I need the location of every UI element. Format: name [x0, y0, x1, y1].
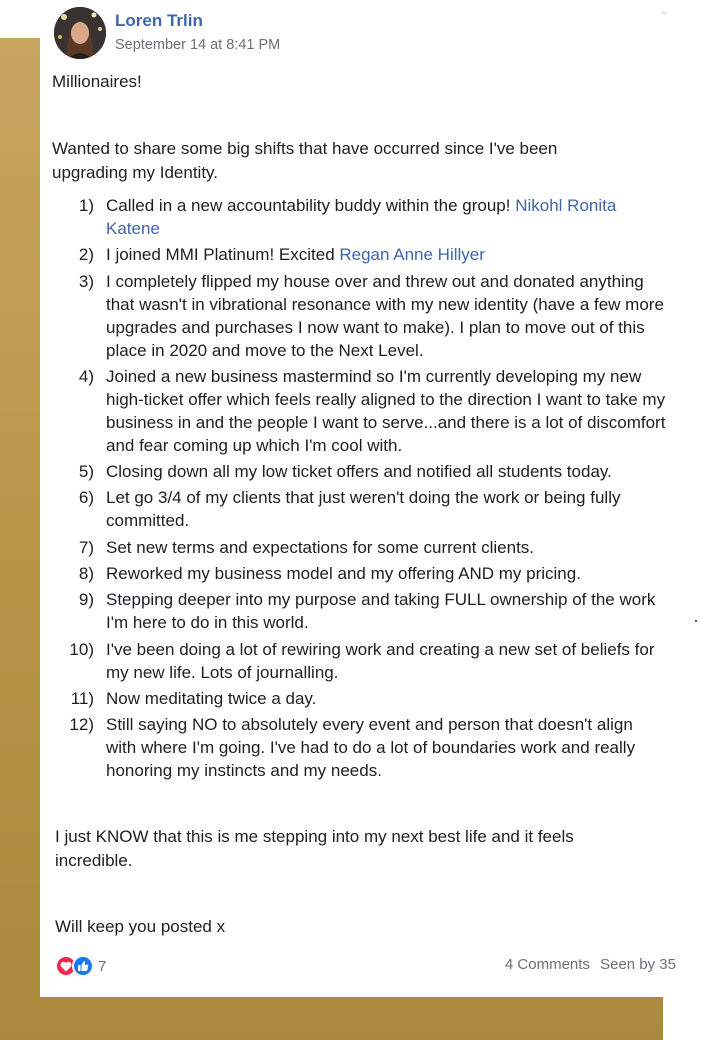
- post-stats: [505, 956, 676, 973]
- list-item: [52, 486, 692, 532]
- author-name[interactable]: Loren Trlin: [115, 11, 203, 30]
- post-intro: Wanted to share some big shifts that have occurred since I've been upgrading my Identity.: [52, 139, 558, 182]
- list-item-text: [94, 562, 666, 585]
- list-item: [52, 270, 692, 362]
- list-item-text: [94, 638, 666, 684]
- list-item: [52, 638, 692, 684]
- like-reaction-icon: [72, 955, 94, 977]
- post-card: [40, 0, 701, 997]
- reactions-summary[interactable]: [55, 955, 106, 977]
- shift-list: [52, 194, 692, 786]
- list-item-body: Still saying NO to absolutely every event and person that doesn't align with where I'm going. I've had to do a lot of boundaries work and really honoring my instincts and my needs.: [106, 715, 636, 781]
- list-item-text: [94, 460, 666, 483]
- list-item: [52, 194, 692, 240]
- post-timestamp[interactable]: September 14 at 8:41 PM: [115, 37, 281, 53]
- list-item-body: Let go 3/4 of my clients that just weren't doing the work or being fully committed.: [106, 488, 621, 531]
- list-item: [52, 536, 692, 559]
- reaction-count[interactable]: 7: [98, 957, 107, 975]
- list-item-number: 10): [69, 639, 94, 659]
- list-item-text: [94, 687, 666, 710]
- list-item-number: 2): [78, 245, 94, 265]
- list-item-number: 3): [78, 271, 94, 291]
- list-item-number: 5): [78, 462, 94, 482]
- list-item-number: 9): [78, 590, 94, 610]
- list-item-number: 4): [78, 366, 94, 386]
- list-item-body: Now meditating twice a day.: [106, 688, 317, 708]
- comments-link[interactable]: 4 Comments: [504, 956, 590, 973]
- post-options-icon[interactable]: [660, 11, 666, 17]
- post-closing: I just KNOW that this is me stepping into my next best life and it feels incredible.: [55, 827, 574, 870]
- post-greeting: Millionaires!: [52, 72, 142, 91]
- stray-dot: [695, 620, 697, 622]
- mention-link[interactable]: Nikohl Ronita Katene: [106, 196, 617, 238]
- list-item-body: Closing down all my low ticket offers and notified all students today.: [106, 462, 612, 482]
- list-item-body: Called in a new accountability buddy within the group!: [106, 196, 516, 215]
- list-item-body: I completely flipped my house over and threw out and donated anything that wasn't in vibrational resonance with my new identity (have a few more upgrades and purchases I now want to make). I plan to move out of this place in 2020 and move to the Next Level.: [106, 271, 664, 360]
- list-item-number: 7): [78, 537, 94, 557]
- avatar[interactable]: [54, 7, 106, 59]
- list-item-body: Set new terms and expectations for some current clients.: [106, 537, 535, 557]
- list-item-body: I joined MMI Platinum! Excited: [106, 245, 340, 265]
- list-item: [52, 243, 692, 266]
- seen-by-link[interactable]: Seen by 35: [600, 956, 676, 973]
- list-item-text: [94, 270, 666, 362]
- list-item-number: 8): [78, 564, 94, 584]
- list-item-text: [94, 365, 666, 457]
- list-item-number: 12): [69, 715, 94, 735]
- list-item: [52, 460, 692, 483]
- mention-link[interactable]: Regan Anne Hillyer: [339, 245, 485, 265]
- avatar-image: [54, 7, 106, 59]
- list-item-text: [94, 194, 666, 240]
- list-item-text: [94, 713, 666, 782]
- list-item-number: 1): [78, 196, 94, 215]
- list-item-body: I've been doing a lot of rewiring work and creating a new set of beliefs for my new life. Lots of journalling.: [106, 639, 655, 682]
- list-item-number: 6): [78, 488, 94, 508]
- list-item: [52, 713, 692, 782]
- list-item: [52, 588, 692, 634]
- list-item: [52, 687, 692, 710]
- post-signoff: Will keep you posted x: [55, 917, 226, 936]
- list-item: [52, 365, 692, 457]
- list-item-text: [94, 486, 666, 532]
- list-item-text: [94, 536, 666, 559]
- list-item-body: Stepping deeper into my purpose and taking FULL ownership of the work I'm here to do in this world.: [106, 590, 656, 633]
- list-item: [52, 562, 692, 585]
- list-item-text: [94, 588, 666, 634]
- list-item-body: Reworked my business model and my offering AND my pricing.: [106, 564, 581, 584]
- list-item-body: Joined a new business mastermind so I'm currently developing my new high-ticket offer which feels really aligned to the direction I want to take my business in and the people I want to serve...and there is a lot of discomfort and fear coming up which I'm cool with.: [106, 366, 666, 455]
- list-item-number: 11): [70, 688, 94, 708]
- list-item-text: [94, 243, 666, 266]
